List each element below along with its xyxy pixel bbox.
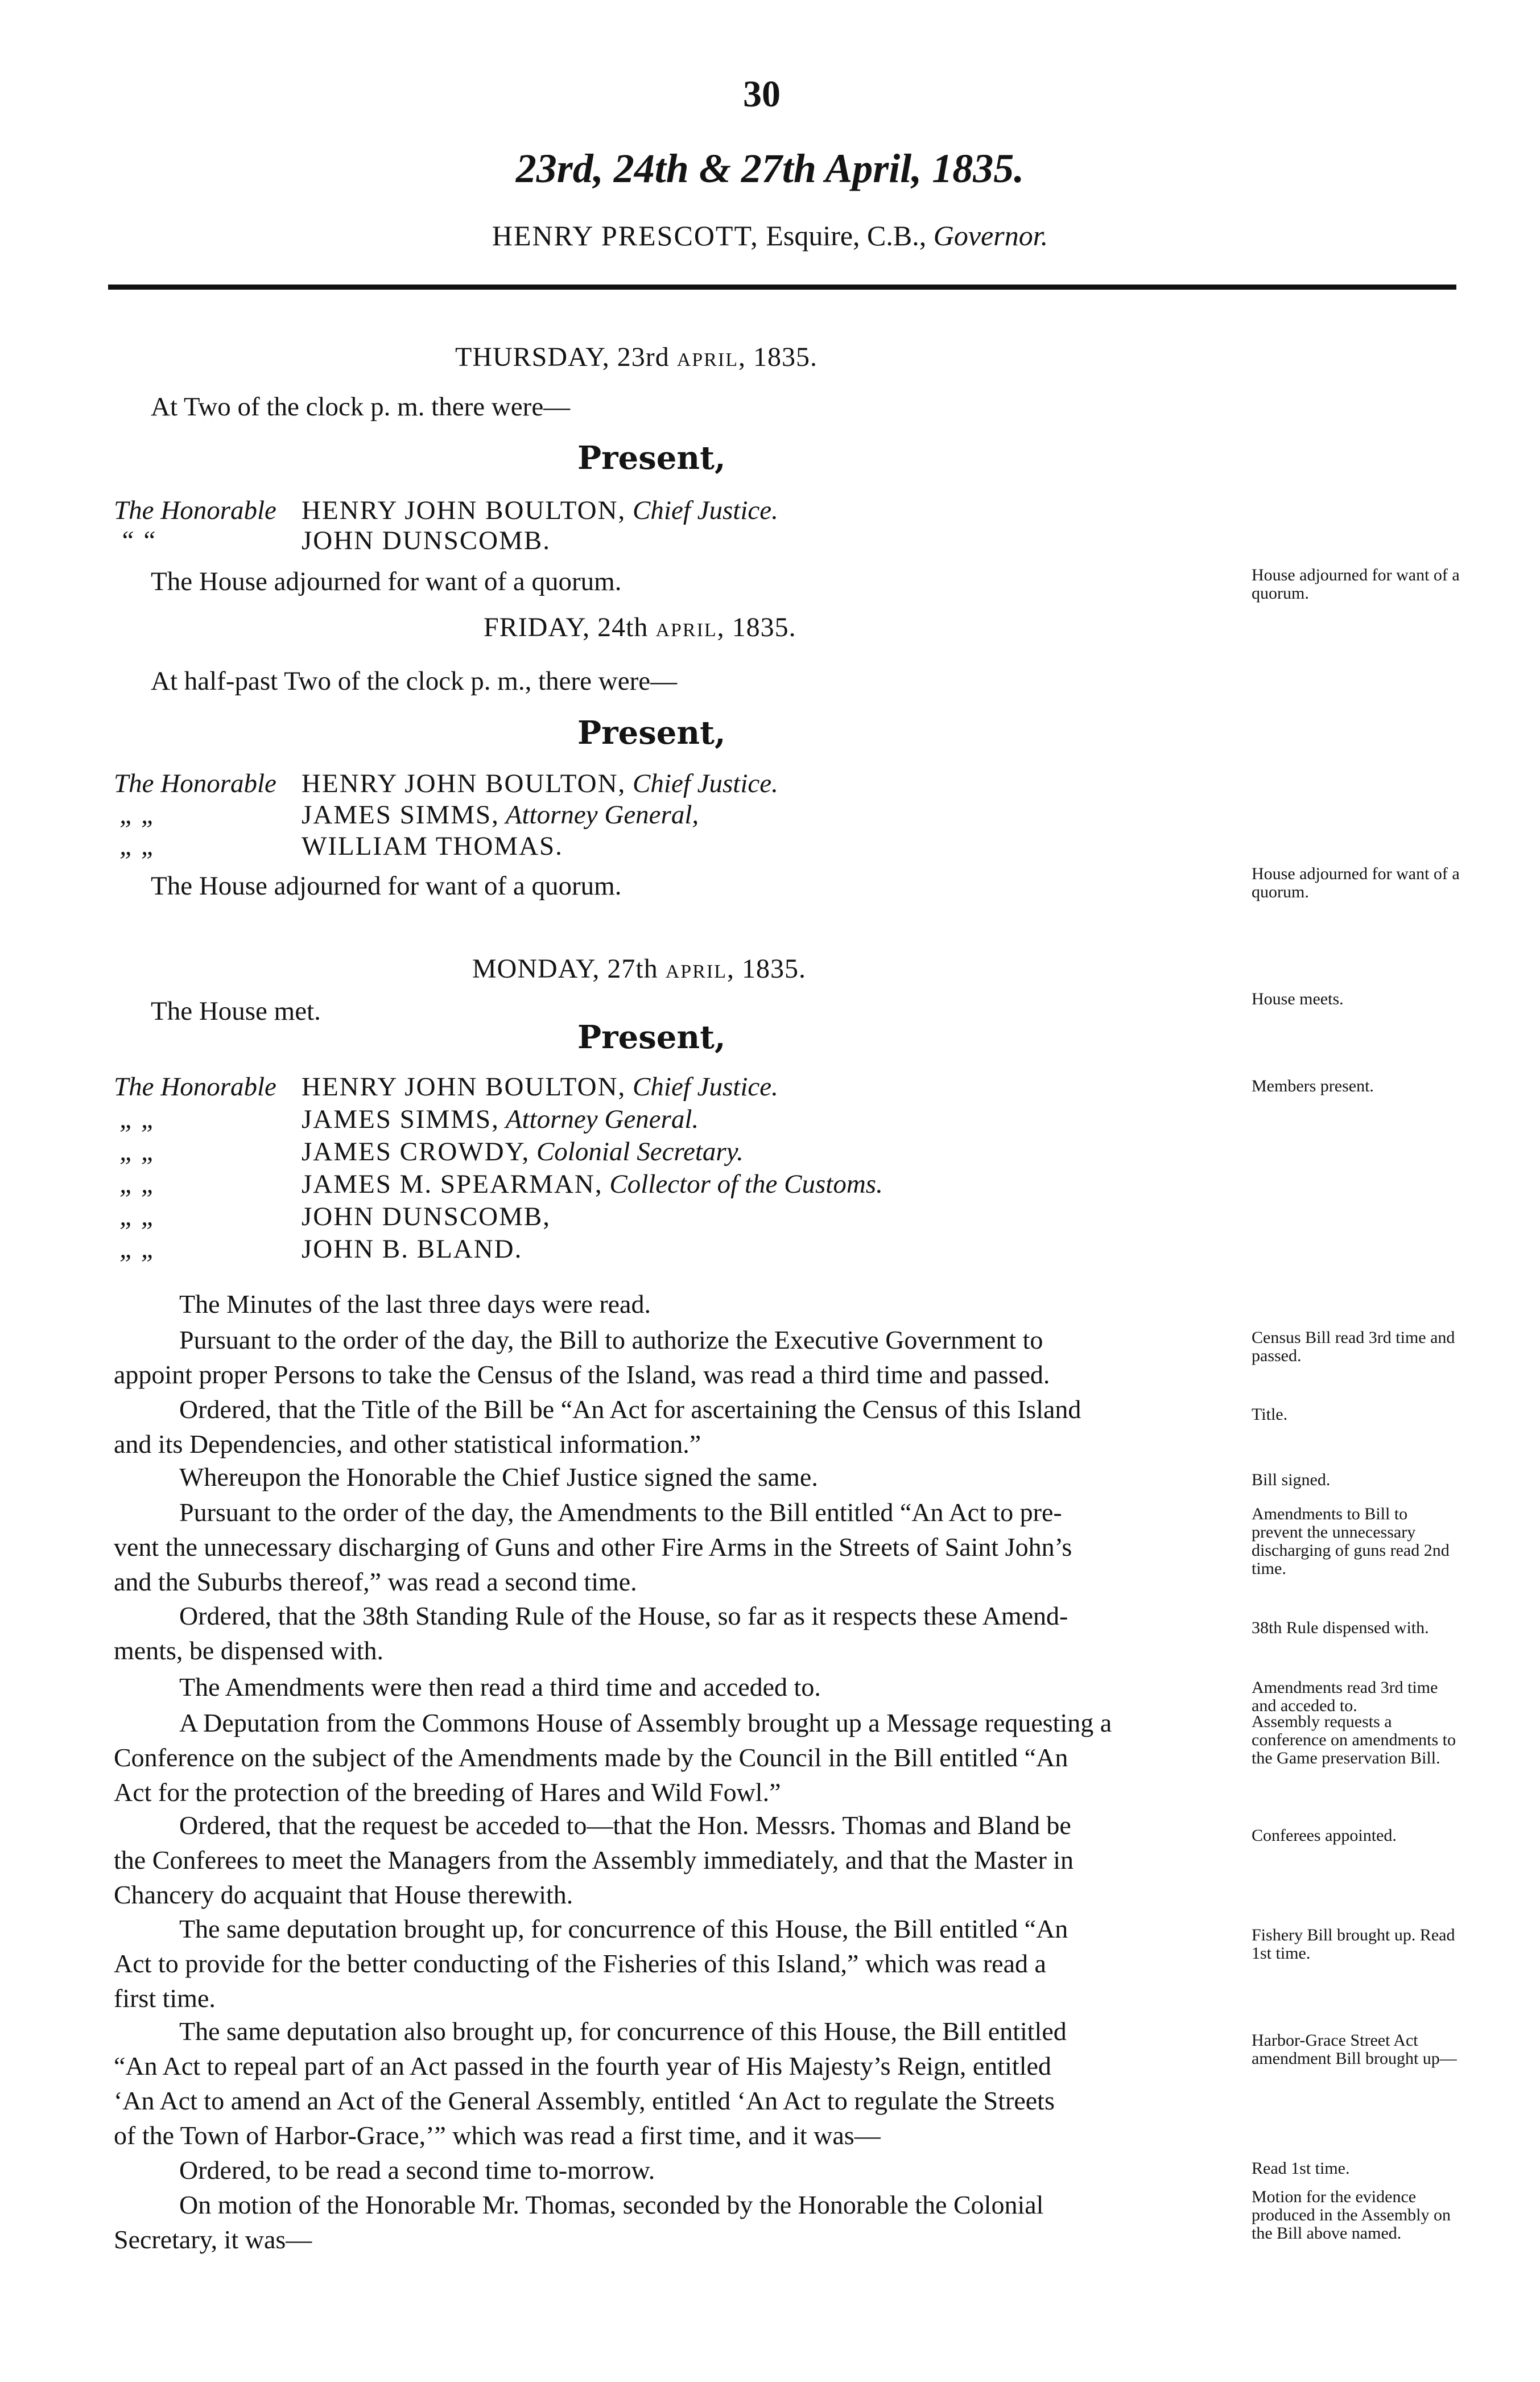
margin-note: Amendments to Bill to prevent the unnecessary discharging of guns read 2nd time. — [1252, 1505, 1450, 1578]
paragraph-line: ments, be dispensed with. — [114, 1636, 383, 1665]
member-name: JOHN B. BLAND. — [302, 1234, 523, 1264]
friday-adjourned: The House adjourned for want of a quorum. — [151, 871, 622, 901]
margin-note: Census Bill read 3rd time and passed. — [1252, 1328, 1455, 1365]
member-prefix: „ „ — [119, 1202, 156, 1231]
member-prefix: “ “ — [119, 526, 156, 555]
member-title: Chief Justice. — [626, 496, 778, 525]
member-row — [114, 495, 778, 526]
member-row — [114, 1072, 778, 1102]
thursday-heading-month: APRIL — [676, 349, 738, 370]
member-title: Chief Justice. — [626, 1072, 778, 1102]
member-row — [119, 1234, 522, 1264]
margin-note: Motion for the evidence produced in the Assembly on the Bill above named. — [1252, 2187, 1451, 2243]
member-prefix: The Honorable — [114, 1072, 276, 1102]
monday-present-label: Present, — [577, 1019, 726, 1056]
thursday-heading-day: THURSDAY, 23rd — [455, 342, 677, 372]
member-prefix: „ „ — [119, 1169, 156, 1199]
margin-note: House meets. — [1252, 990, 1344, 1008]
member-title: Colonial Secretary. — [530, 1137, 744, 1167]
governor-rest: Esquire, C.B., — [758, 220, 927, 252]
member-name: JAMES CROWDY, — [302, 1137, 530, 1167]
margin-note: Read 1st time. — [1252, 2159, 1350, 2178]
margin-note: 38th Rule dispensed with. — [1252, 1618, 1429, 1637]
member-row — [119, 1201, 551, 1232]
header-rule — [108, 285, 1456, 290]
friday-time-line: At half-past Two of the clock p. m., there were— — [151, 666, 678, 696]
paragraph-line: of the Town of Harbor-Grace,’” which was read a first time, and it was— — [114, 2121, 881, 2150]
member-title: Chief Justice. — [626, 769, 778, 798]
monday-heading-year: , 1835. — [726, 954, 806, 984]
friday-present-label: Present, — [577, 714, 726, 752]
thursday-time-line: At Two of the clock p. m. there were— — [151, 392, 571, 422]
thursday-heading-year: , 1835. — [738, 342, 818, 372]
paragraph-line: and its Dependencies, and other statistical information.” — [114, 1429, 701, 1458]
member-prefix: „ „ — [119, 1137, 156, 1167]
paragraph-line: Chancery do acquaint that House therewith. — [114, 1880, 573, 1909]
paragraph-line: Secretary, it was— — [114, 2225, 312, 2254]
member-name: JOHN DUNSCOMB. — [302, 526, 551, 555]
paragraph-line: The same deputation brought up, for concurrence of this House, the Bill entitled “An — [179, 1914, 1068, 1943]
member-prefix: „ „ — [119, 1105, 156, 1134]
margin-note: House adjourned for want of a quorum. — [1252, 566, 1460, 603]
margin-note: Members present. — [1252, 1077, 1374, 1095]
governor-line — [0, 219, 1540, 252]
member-prefix: The Honorable — [114, 769, 276, 798]
session-dates: 23rd, 24th & 27th April, 1835. — [515, 146, 1025, 191]
paragraph-line: Act to provide for the better conducting of the Fisheries of this Island,” which was read a — [114, 1949, 1046, 1978]
thursday-present-label: Present, — [577, 439, 726, 477]
margin-note: Fishery Bill brought up. Read 1st time. — [1252, 1926, 1455, 1963]
thursday-heading — [455, 341, 818, 373]
thursday-adjourned: The House adjourned for want of a quorum. — [151, 567, 622, 596]
paragraph-line: Whereupon the Honorable the Chief Justice signed the same. — [179, 1462, 818, 1491]
paragraph-line: and the Suburbs thereof,” was read a second time. — [114, 1567, 637, 1596]
paragraph-line: Ordered, that the 38th Standing Rule of the House, so far as it respects these Amend- — [179, 1601, 1068, 1630]
paragraph-line: A Deputation from the Commons House of Assembly brought up a Message requesting a — [179, 1708, 1112, 1737]
margin-note: Title. — [1252, 1405, 1288, 1424]
paragraph-line: Act for the protection of the breeding of Hares and Wild Fowl.” — [114, 1778, 781, 1807]
margin-note: Harbor-Grace Street Act amendment Bill brought up— — [1252, 2031, 1457, 2068]
page-number: 30 — [743, 73, 781, 115]
paragraph-line: the Conferees to meet the Managers from the Assembly immediately, and that the Master in — [114, 1845, 1074, 1874]
margin-note: Bill signed. — [1252, 1470, 1331, 1489]
member-title: Collector of the Customs. — [602, 1169, 883, 1199]
paragraph-line: vent the unnecessary discharging of Guns and other Fire Arms in the Streets of Saint John’s — [114, 1532, 1072, 1561]
member-prefix: „ „ — [119, 1234, 156, 1264]
member-name: HENRY JOHN BOULTON, — [302, 496, 626, 525]
member-title: Attorney General. — [499, 1105, 699, 1134]
member-row — [119, 1169, 883, 1200]
monday-met-line: The House met. — [151, 996, 321, 1026]
paragraph-line: “An Act to repeal part of an Act passed in the fourth year of His Majesty’s Reign, entitled — [114, 2051, 1051, 2080]
paragraph-line: Ordered, to be read a second time to-morrow. — [179, 2156, 655, 2185]
friday-heading-day: FRIDAY, 24th — [484, 612, 656, 642]
member-prefix: „ „ — [119, 831, 156, 861]
paragraph-line: Conference on the subject of the Amendments made by the Council in the Bill entitled “An — [114, 1743, 1068, 1772]
member-row — [119, 525, 551, 556]
member-name: JAMES SIMMS, — [302, 1105, 499, 1134]
monday-heading — [472, 953, 806, 984]
paragraph-line: Pursuant to the order of the day, the Amendments to the Bill entitled “An Act to pre- — [179, 1498, 1062, 1527]
member-row — [119, 1104, 699, 1135]
member-name: JAMES M. SPEARMAN, — [302, 1169, 603, 1199]
member-name: JOHN DUNSCOMB, — [302, 1202, 551, 1231]
friday-heading — [484, 612, 796, 643]
paragraph-line: first time. — [114, 1984, 216, 2013]
member-name: JAMES SIMMS, — [302, 800, 499, 830]
paragraph-line: The Minutes of the last three days were read. — [179, 1289, 651, 1318]
paragraph-line: On motion of the Honorable Mr. Thomas, seconded by the Honorable the Colonial — [179, 2190, 1044, 2219]
governor-title: Governor. — [926, 220, 1048, 252]
paragraph-line: The same deputation also brought up, for concurrence of this House, the Bill entitled — [179, 2017, 1067, 2046]
member-row — [114, 768, 778, 799]
member-prefix: The Honorable — [114, 496, 276, 525]
member-row — [119, 800, 699, 830]
member-name: HENRY JOHN BOULTON, — [302, 769, 626, 798]
paragraph-line: appoint proper Persons to take the Census of the Island, was read a third time and passed. — [114, 1360, 1050, 1389]
governor-name: HENRY PRESCOTT, — [492, 220, 759, 252]
member-name: WILLIAM THOMAS. — [302, 831, 563, 861]
friday-heading-year: , 1835. — [717, 612, 796, 642]
monday-heading-day: MONDAY, 27th — [472, 954, 666, 984]
paragraph-line: ‘An Act to amend an Act of the General Assembly, entitled ‘An Act to regulate the Streets — [114, 2086, 1055, 2115]
margin-note: Conferees appointed. — [1252, 1826, 1397, 1845]
member-name: HENRY JOHN BOULTON, — [302, 1072, 626, 1102]
member-row — [119, 1136, 744, 1167]
monday-heading-month: APRIL — [665, 961, 727, 982]
member-row — [119, 831, 563, 862]
margin-note: House adjourned for want of a quorum. — [1252, 864, 1460, 901]
friday-heading-month: APRIL — [655, 620, 717, 641]
margin-note: Amendments read 3rd time and acceded to. — [1252, 1678, 1438, 1715]
paragraph-line: The Amendments were then read a third time and acceded to. — [179, 1672, 821, 1701]
paragraph-line: Pursuant to the order of the day, the Bill to authorize the Executive Government to — [179, 1325, 1043, 1354]
paragraph-line: Ordered, that the request be acceded to—that the Hon. Messrs. Thomas and Bland be — [179, 1811, 1071, 1840]
margin-note: Assembly requests a conference on amendments to the Game preservation Bill. — [1252, 1712, 1456, 1767]
member-prefix: „ „ — [119, 800, 156, 830]
paragraph-line: Ordered, that the Title of the Bill be “An Act for ascertaining the Census of this Island — [179, 1395, 1081, 1424]
member-title: Attorney General, — [499, 800, 699, 830]
